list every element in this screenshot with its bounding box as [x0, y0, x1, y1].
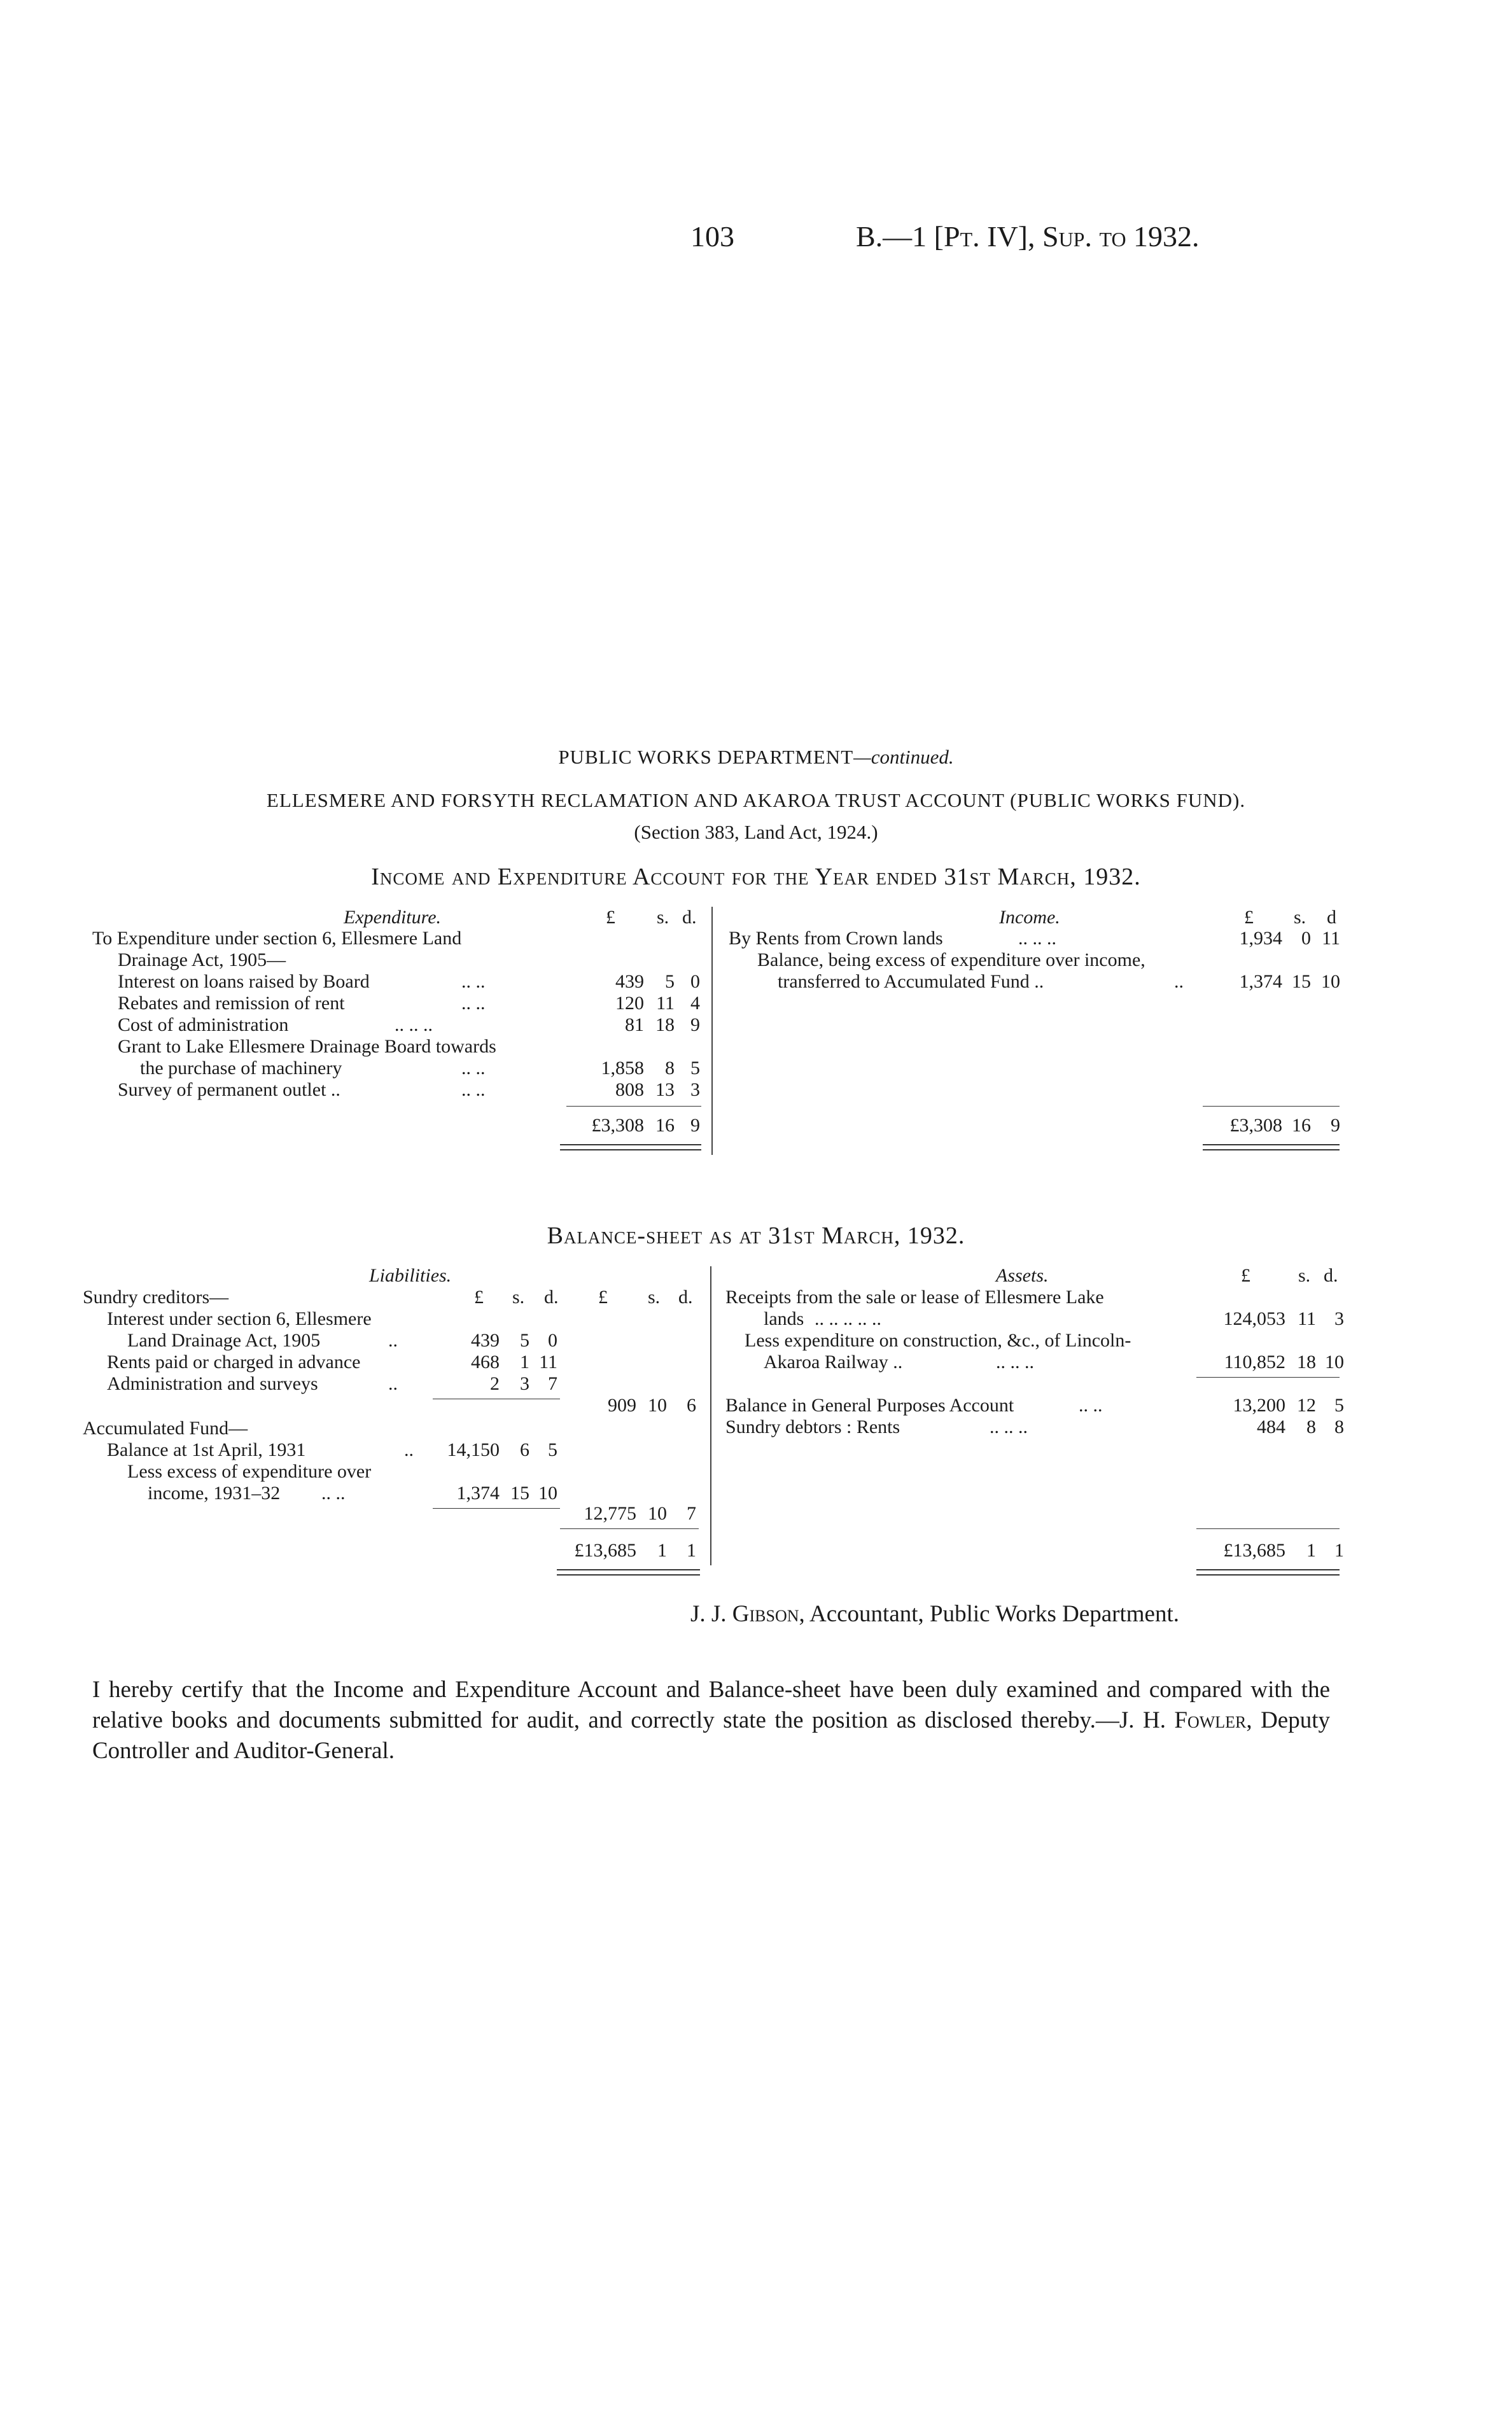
row-pence: 5 [1334, 1395, 1344, 1416]
income-line: Balance, being excess of expenditure over income, [757, 949, 1145, 970]
asset-line: Receipts from the sale or lease of Ellesmere Lake [725, 1287, 1104, 1308]
row-leaders: .. .. .. [1018, 928, 1056, 949]
row-leaders: .. [404, 1439, 414, 1460]
col-shillings-assets: s. [1298, 1265, 1311, 1286]
total-shillings: 10 [648, 1395, 667, 1416]
row-shillings: 15 [510, 1483, 529, 1504]
total-pence: 1 [687, 1540, 696, 1561]
total-pounds: £13,685 [574, 1540, 636, 1561]
col-pence-assets: d. [1324, 1265, 1338, 1286]
row-label: Rents paid or charged in advance [107, 1352, 361, 1373]
col-pence: d. [682, 907, 697, 928]
row-shillings: 8 [1306, 1416, 1316, 1437]
total-shillings: 16 [655, 1115, 675, 1136]
subtotal-rule [1196, 1377, 1340, 1378]
col-pence-income: d [1327, 907, 1336, 928]
row-leaders: .. [1174, 971, 1184, 992]
row-pence: 5 [690, 1058, 700, 1079]
col-shillings-income: s. [1294, 907, 1306, 928]
row-pounds: 1,934 [1239, 928, 1282, 949]
col-pound-outer: £ [598, 1287, 608, 1308]
row-pence: 10 [1325, 1352, 1344, 1373]
row-label: Sundry debtors : Rents [725, 1416, 900, 1437]
total-double-rule [557, 1569, 700, 1570]
expenditure-line: To Expenditure under section 6, Ellesmere Land [92, 928, 462, 949]
sundry-creditors: Sundry creditors— [83, 1287, 229, 1308]
department-name: PUBLIC WORKS DEPARTMENT [558, 746, 854, 768]
col-pound: £ [606, 907, 615, 928]
row-leaders: .. .. [461, 1058, 486, 1079]
department-continued: —continued. [853, 746, 954, 768]
row-label: lands [764, 1308, 804, 1329]
row-shillings: 6 [520, 1439, 529, 1460]
row-leaders: .. .. .. [395, 1014, 433, 1035]
row-shillings: 3 [520, 1373, 529, 1394]
total-shillings: 1 [1306, 1540, 1316, 1561]
signer-name: J. J. Gibson [690, 1601, 799, 1627]
account-subtitle: (Section 383, Land Act, 1924.) [634, 821, 878, 843]
total-pounds: £3,308 [1229, 1115, 1282, 1136]
income-account-heading: Income and Expenditure Account for the Year ended 31st March, 1932. [371, 863, 1141, 890]
total-double-rule [1196, 1574, 1340, 1576]
total-double-rule [560, 1149, 701, 1150]
row-label: Cost of administration [118, 1014, 289, 1035]
row-pounds: 120 [615, 993, 644, 1014]
row-pounds: 1,858 [601, 1058, 644, 1079]
row-leaders: .. .. [321, 1483, 346, 1504]
certificate-text: I hereby certify that the Income and Expenditure Account and Balance-sheet have been duly examined and compared with the relative books and documents submitted for audit, and correctly state the position as disclosed thereby.— [92, 1677, 1330, 1733]
row-shillings: 18 [1297, 1352, 1316, 1373]
row-leaders: .. .. .. [990, 1416, 1028, 1437]
row-shillings: 12 [1297, 1395, 1316, 1416]
row-pounds: 808 [615, 1079, 644, 1100]
total-pence: 9 [1331, 1115, 1340, 1136]
row-pounds: 124,053 [1223, 1308, 1285, 1329]
row-leaders: .. .. [461, 1079, 486, 1100]
row-pence: 10 [538, 1483, 557, 1504]
row-pounds: 2 [490, 1373, 500, 1394]
row-pounds: 13,200 [1233, 1395, 1285, 1416]
row-leaders: .. [388, 1330, 398, 1351]
liability-line: Interest under section 6, Ellesmere [107, 1308, 372, 1329]
row-shillings: 18 [655, 1014, 675, 1035]
row-leaders: .. .. .. [996, 1352, 1034, 1373]
liability-line: Less excess of expenditure over [127, 1461, 372, 1482]
col-pound: £ [474, 1287, 484, 1308]
row-shillings: 11 [656, 993, 675, 1014]
row-pounds: 1,374 [456, 1483, 500, 1504]
subtotal-rule [560, 1528, 699, 1529]
row-label: Land Drainage Act, 1905 [127, 1330, 321, 1351]
total-double-rule [1203, 1149, 1340, 1150]
col-pence-outer: d. [678, 1287, 693, 1308]
accountant-signature [690, 1600, 1179, 1628]
row-label: By Rents from Crown lands [729, 928, 943, 949]
assets-heading: Assets. [996, 1265, 1049, 1286]
subtotal-rule [433, 1508, 560, 1509]
row-label: Akaroa Railway .. [764, 1352, 903, 1373]
signer-role: , Accountant, Public Works Department. [799, 1601, 1180, 1627]
income-heading: Income. [999, 907, 1060, 928]
accumulated-fund: Accumulated Fund— [83, 1418, 248, 1439]
total-double-rule [1203, 1144, 1340, 1145]
row-pounds: 81 [625, 1014, 644, 1035]
col-shillings-outer: s. [648, 1287, 661, 1308]
total-pounds: 12,775 [584, 1503, 636, 1524]
subtotal-rule [566, 1106, 701, 1107]
column-divider [710, 1266, 711, 1565]
total-shillings: 1 [657, 1540, 667, 1561]
total-double-rule [560, 1144, 701, 1145]
total-shillings: 10 [648, 1503, 667, 1524]
row-shillings: 0 [1301, 928, 1311, 949]
column-divider [711, 907, 713, 1155]
row-pounds: 14,150 [447, 1439, 500, 1460]
total-pounds: 909 [608, 1395, 636, 1416]
row-pence: 8 [1334, 1416, 1344, 1437]
row-pence: 5 [548, 1439, 557, 1460]
row-shillings: 5 [520, 1330, 529, 1351]
row-label: Administration and surveys [107, 1373, 318, 1394]
total-double-rule [557, 1574, 700, 1576]
row-pence: 11 [539, 1352, 557, 1373]
row-label: income, 1931–32 [148, 1483, 281, 1504]
subtotal-rule [1196, 1528, 1340, 1529]
col-pound-income: £ [1244, 907, 1254, 928]
total-pence: 9 [690, 1115, 700, 1136]
row-pounds: 484 [1257, 1416, 1285, 1437]
account-title: ELLESMERE AND FORSYTH RECLAMATION AND AKAROA TRUST ACCOUNT (PUBLIC WORKS FUND). [266, 789, 1246, 811]
row-leaders: .. [388, 1373, 398, 1394]
row-leaders: .. .. .. .. .. [815, 1308, 881, 1329]
document-reference: B.—1 [Pt. IV], Sup. to 1932. [856, 220, 1200, 253]
row-label: Interest on loans raised by Board [118, 971, 370, 992]
row-pence: 4 [690, 993, 700, 1014]
row-label: transferred to Accumulated Fund .. [778, 971, 1044, 992]
row-pence: 7 [548, 1373, 557, 1394]
row-leaders: .. .. [461, 971, 486, 992]
row-label: Balance at 1st April, 1931 [107, 1439, 306, 1460]
row-shillings: 15 [1292, 971, 1311, 992]
total-pounds: £13,685 [1223, 1540, 1285, 1561]
department-heading [0, 746, 1512, 769]
total-double-rule [1196, 1569, 1340, 1570]
row-pence: 10 [1321, 971, 1340, 992]
audit-certificate [92, 1675, 1330, 1766]
row-pounds: 439 [615, 971, 644, 992]
total-pence: 6 [687, 1395, 696, 1416]
total-pence: 7 [687, 1503, 696, 1524]
auditor-role: , Deputy Controller and Auditor-General. [92, 1707, 1330, 1764]
col-shillings: s. [657, 907, 669, 928]
row-label: Survey of permanent outlet .. [118, 1079, 340, 1100]
expenditure-heading: Expenditure. [344, 907, 442, 928]
balance-sheet-heading: Balance-sheet as at 31st March, 1932. [547, 1222, 965, 1249]
col-pence: d. [544, 1287, 559, 1308]
expenditure-line: Grant to Lake Ellesmere Drainage Board towards [118, 1036, 496, 1057]
row-leaders: .. .. [461, 993, 486, 1014]
row-shillings: 13 [655, 1079, 675, 1100]
row-pounds: 439 [471, 1330, 500, 1351]
total-pence: 1 [1334, 1540, 1344, 1561]
row-shillings: 1 [520, 1352, 529, 1373]
row-pence: 0 [548, 1330, 557, 1351]
row-pounds: 1,374 [1239, 971, 1282, 992]
row-shillings: 5 [665, 971, 675, 992]
row-label: Balance in General Purposes Account [725, 1395, 1014, 1416]
row-pence: 0 [690, 971, 700, 992]
row-label: Rebates and remission of rent [118, 993, 345, 1014]
row-pence: 3 [690, 1079, 700, 1100]
liabilities-heading: Liabilities. [369, 1265, 452, 1286]
total-pounds: £3,308 [591, 1115, 644, 1136]
row-pence: 3 [1334, 1308, 1344, 1329]
expenditure-line: Drainage Act, 1905— [118, 949, 286, 970]
row-shillings: 8 [665, 1058, 675, 1079]
row-leaders: .. .. [1079, 1395, 1103, 1416]
row-shillings: 11 [1298, 1308, 1316, 1329]
asset-line: Less expenditure on construction, &c., of Lincoln- [745, 1330, 1131, 1351]
row-pounds: 468 [471, 1352, 500, 1373]
auditor-name: J. H. Fowler [1119, 1707, 1247, 1733]
page-number: 103 [690, 220, 734, 253]
subtotal-rule [1203, 1106, 1340, 1107]
row-label: the purchase of machinery [140, 1058, 342, 1079]
col-pound-assets: £ [1241, 1265, 1250, 1286]
row-pence: 9 [690, 1014, 700, 1035]
col-shillings: s. [512, 1287, 525, 1308]
total-shillings: 16 [1292, 1115, 1311, 1136]
row-pounds: 110,852 [1224, 1352, 1285, 1373]
row-pence: 11 [1322, 928, 1340, 949]
